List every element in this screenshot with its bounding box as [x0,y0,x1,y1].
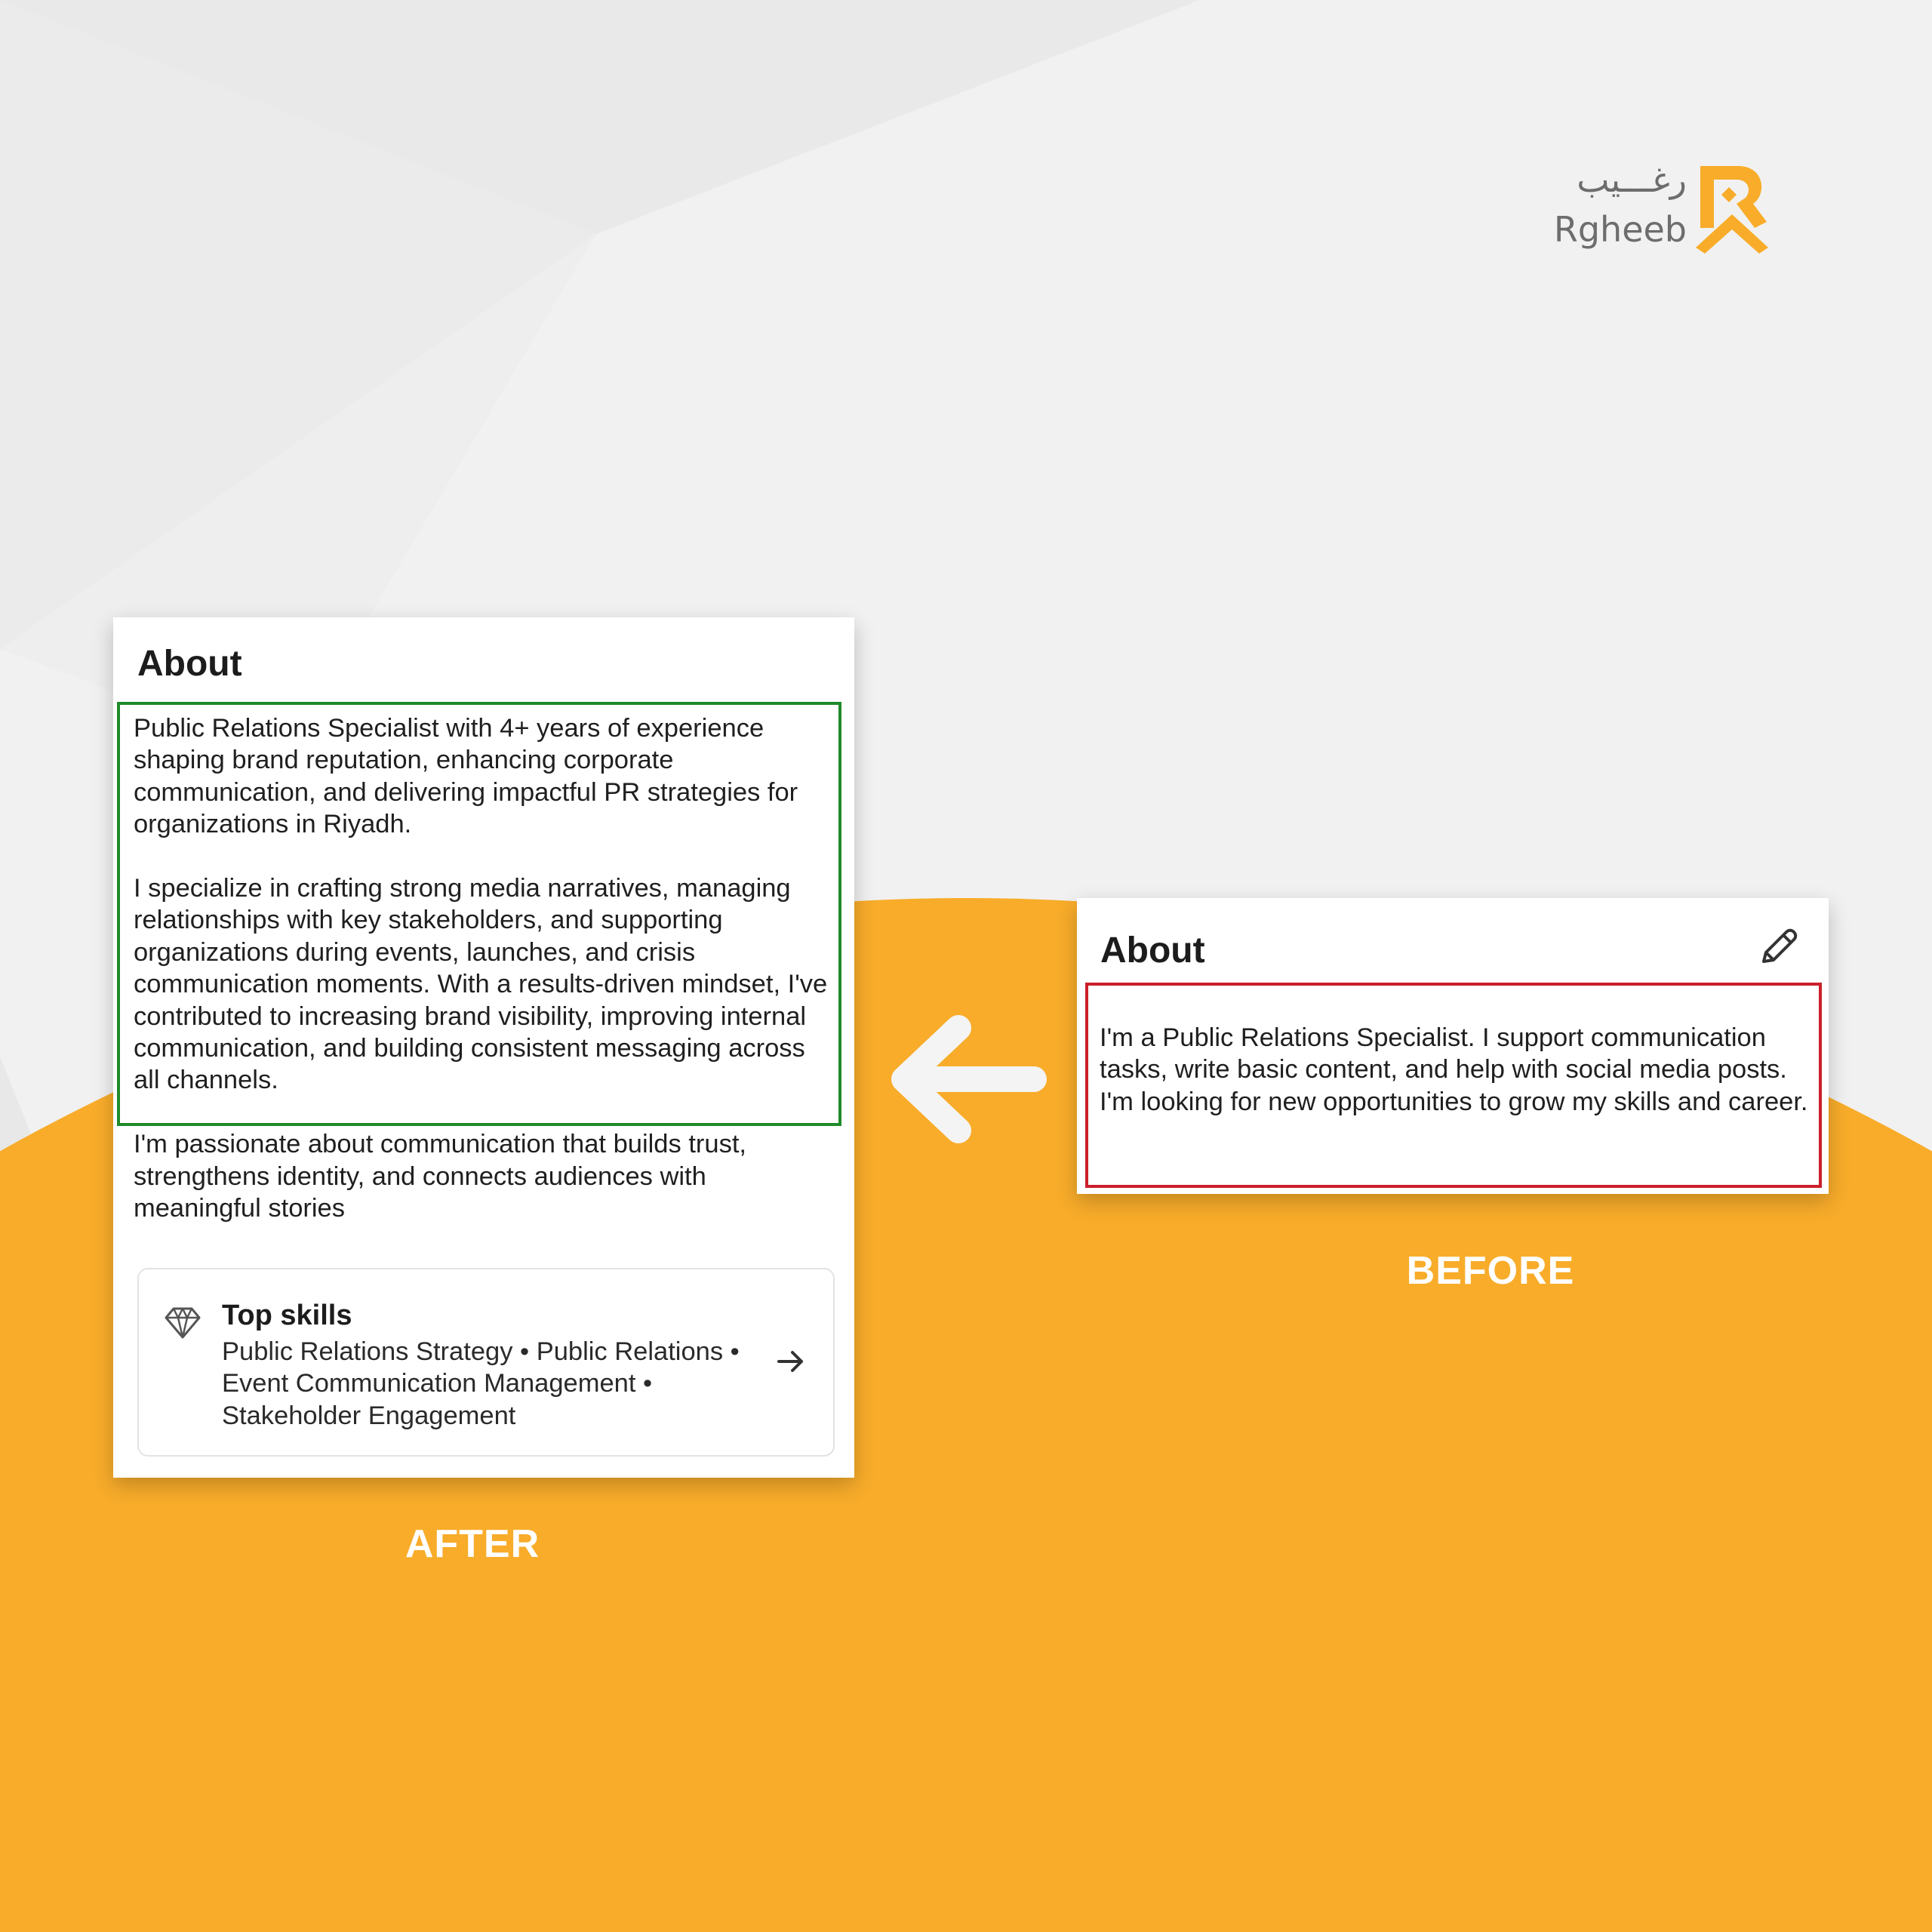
about-heading: About [137,644,242,684]
after-about-text [134,712,835,1224]
diamond-icon [163,1303,202,1342]
arrow-left-icon [883,1011,1049,1147]
about-paragraph: I specialize in crafting strong media narratives, managing relationships with key stakeholders, and supporting organizations during events, launches, and crisis communication moments. With a results-driven mindset, I've contributed to increasing brand visibility, improving internal communication, and building consistent messaging across all channels. [134,874,828,1095]
rgheeb-logo-mark-icon [1694,158,1770,257]
before-about-text: I'm a Public Relations Specialist. I support communication tasks, write basic content, and help with social media posts. I'm looking for new opportunities to grow my skills and career. [1100,1023,1808,1116]
pencil-icon[interactable] [1756,925,1800,969]
brand-logo [1547,158,1774,264]
brand-name-arabic: رغـــيب [1577,159,1687,200]
about-paragraph: I'm passionate about communication that builds trust, strengthens identity, and connects audiences with meaningful stories [134,1130,747,1223]
about-paragraph: Public Relations Specialist with 4+ years of experience shaping brand reputation, enhancing corporate communication, and delivering impactful PR strategies for organizations in Riyadh. [134,714,798,839]
before-caption: BEFORE [1406,1249,1575,1293]
top-skills-list: Public Relations Strategy • Public Relations • Event Communication Management • Stakeholder Engagement [222,1337,740,1430]
after-about-card [113,617,854,1478]
about-heading: About [1100,931,1205,971]
arrow-right-icon[interactable] [774,1345,808,1378]
top-skills-title: Top skills [222,1300,352,1331]
top-skills-section[interactable] [137,1268,835,1457]
brand-name-latin: Rgheeb [1553,209,1687,250]
after-caption: AFTER [405,1522,540,1566]
before-about-card [1077,898,1829,1194]
